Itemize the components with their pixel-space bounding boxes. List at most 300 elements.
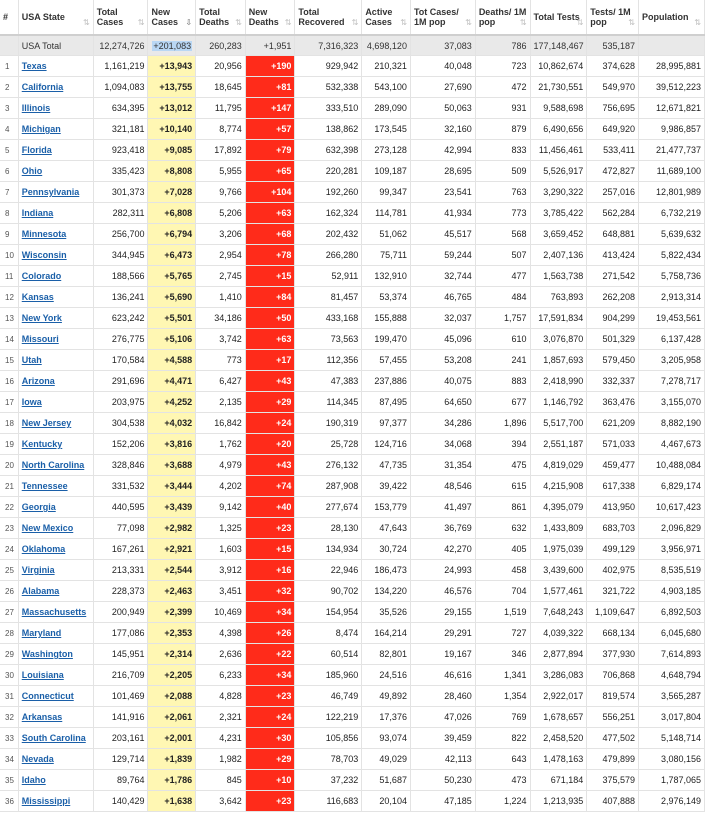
cell-population: 39,512,223 xyxy=(638,77,704,98)
table-row xyxy=(0,602,705,623)
cell-total-tests: 1,146,792 xyxy=(530,392,587,413)
total-active: 4,698,120 xyxy=(362,35,411,56)
cell-new-cases: +13,755 xyxy=(148,77,196,98)
header-total-tests[interactable]: Total Tests ⇅ xyxy=(530,0,587,35)
cell-new-cases: +5,765 xyxy=(148,266,196,287)
cell-rank: 27 xyxy=(0,602,18,623)
cell-new-cases: +4,588 xyxy=(148,350,196,371)
state-link[interactable]: Nevada xyxy=(21,754,54,764)
state-link[interactable]: Wisconsin xyxy=(21,250,67,260)
cell-total-deaths: 4,398 xyxy=(196,623,246,644)
cell-population: 28,995,881 xyxy=(638,56,704,77)
state-link[interactable]: Tennessee xyxy=(21,481,68,491)
cell-rank: 30 xyxy=(0,665,18,686)
cell-cases-per-1m: 29,155 xyxy=(410,602,475,623)
state-link[interactable]: Massachusetts xyxy=(21,607,87,617)
cell-total-tests: 5,517,700 xyxy=(530,413,587,434)
cell-cases-per-1m: 42,994 xyxy=(410,140,475,161)
cell-cases-per-1m: 19,167 xyxy=(410,644,475,665)
cell-rank: 26 xyxy=(0,581,18,602)
cell-total-tests: 4,819,029 xyxy=(530,455,587,476)
cell-total-deaths: 6,233 xyxy=(196,665,246,686)
cell-deaths-per-1m: 394 xyxy=(475,434,530,455)
cell-total-cases: 188,566 xyxy=(93,266,148,287)
cell-total-tests: 21,730,551 xyxy=(530,77,587,98)
cell-new-cases: +10,140 xyxy=(148,119,196,140)
cell-cases-per-1m: 36,769 xyxy=(410,518,475,539)
cell-active-cases: 49,029 xyxy=(362,749,411,770)
cell-rank: 7 xyxy=(0,182,18,203)
cell-cases-per-1m: 42,113 xyxy=(410,749,475,770)
cell-state xyxy=(18,791,93,812)
cell-new-cases: +2,088 xyxy=(148,686,196,707)
cell-deaths-per-1m: 473 xyxy=(475,770,530,791)
cell-new-deaths: +32 xyxy=(245,581,295,602)
sort-icon[interactable]: ⇅ xyxy=(137,18,145,27)
sort-icon[interactable]: ⇅ xyxy=(694,18,701,27)
cell-tests-per-1m: 472,827 xyxy=(587,161,639,182)
state-link[interactable]: Illinois xyxy=(21,103,51,113)
cell-population: 10,488,084 xyxy=(638,455,704,476)
cell-total-cases: 335,423 xyxy=(93,161,148,182)
cell-total-cases: 89,764 xyxy=(93,770,148,791)
cell-deaths-per-1m: 704 xyxy=(475,581,530,602)
cell-total-tests: 1,577,461 xyxy=(530,581,587,602)
cell-state xyxy=(18,434,93,455)
cell-active-cases: 186,473 xyxy=(362,560,411,581)
header-new-deaths[interactable]: New Deaths ⇅ xyxy=(245,0,295,35)
state-link[interactable]: Mississippi xyxy=(21,796,71,806)
cell-total-recovered: 929,942 xyxy=(295,56,362,77)
cell-state xyxy=(18,518,93,539)
state-link[interactable]: Maryland xyxy=(21,628,62,638)
cell-new-cases: +3,688 xyxy=(148,455,196,476)
cell-total-cases: 634,395 xyxy=(93,98,148,119)
cell-rank: 5 xyxy=(0,140,18,161)
state-link[interactable]: Arkansas xyxy=(21,712,63,722)
cell-state xyxy=(18,602,93,623)
cell-total-deaths: 17,892 xyxy=(196,140,246,161)
cell-total-deaths: 1,603 xyxy=(196,539,246,560)
cell-total-recovered: 162,324 xyxy=(295,203,362,224)
cell-total-tests: 763,893 xyxy=(530,287,587,308)
cell-rank: 18 xyxy=(0,413,18,434)
cell-population: 7,614,893 xyxy=(638,644,704,665)
cell-cases-per-1m: 40,075 xyxy=(410,371,475,392)
sort-icon[interactable]: ⇅ xyxy=(628,18,635,27)
cell-tests-per-1m: 477,502 xyxy=(587,728,639,749)
cell-total-cases: 321,181 xyxy=(93,119,148,140)
cell-state xyxy=(18,224,93,245)
cell-rank: 36 xyxy=(0,791,18,812)
cell-cases-per-1m: 32,744 xyxy=(410,266,475,287)
cell-tests-per-1m: 374,628 xyxy=(587,56,639,77)
cell-total-recovered: 333,510 xyxy=(295,98,362,119)
cell-population: 9,986,857 xyxy=(638,119,704,140)
cell-rank: 22 xyxy=(0,497,18,518)
cell-cases-per-1m: 41,934 xyxy=(410,203,475,224)
cell-deaths-per-1m: 931 xyxy=(475,98,530,119)
cell-tests-per-1m: 1,109,647 xyxy=(587,602,639,623)
state-link[interactable]: Georgia xyxy=(21,502,56,512)
cell-total-tests: 3,439,600 xyxy=(530,560,587,581)
cell-total-cases: 1,161,219 xyxy=(93,56,148,77)
cell-state xyxy=(18,770,93,791)
cell-state xyxy=(18,707,93,728)
cell-state xyxy=(18,308,93,329)
cell-rank: 13 xyxy=(0,308,18,329)
table-row xyxy=(0,140,705,161)
cell-state xyxy=(18,665,93,686)
cell-total-deaths: 3,206 xyxy=(196,224,246,245)
cell-population: 8,882,190 xyxy=(638,413,704,434)
state-link[interactable]: Pennsylvania xyxy=(21,187,80,197)
cell-total-deaths: 34,186 xyxy=(196,308,246,329)
sort-icon[interactable]: ⇅ xyxy=(284,18,292,27)
cell-population: 6,829,174 xyxy=(638,476,704,497)
table-row xyxy=(0,455,705,476)
cell-total-tests: 9,588,698 xyxy=(530,98,587,119)
cell-new-deaths: +23 xyxy=(245,686,295,707)
header-new-cases[interactable]: New Cases ⇩ xyxy=(148,0,196,35)
table-row xyxy=(0,287,705,308)
cell-new-deaths: +81 xyxy=(245,77,295,98)
cell-deaths-per-1m: 1,224 xyxy=(475,791,530,812)
cell-new-cases: +4,032 xyxy=(148,413,196,434)
cell-tests-per-1m: 413,950 xyxy=(587,497,639,518)
state-link[interactable]: Missouri xyxy=(21,334,59,344)
cell-rank: 24 xyxy=(0,539,18,560)
cell-total-deaths: 1,410 xyxy=(196,287,246,308)
cell-population: 5,639,632 xyxy=(638,224,704,245)
cell-rank: 17 xyxy=(0,392,18,413)
cell-rank: 14 xyxy=(0,329,18,350)
state-link[interactable]: Connecticut xyxy=(21,691,74,701)
cell-total-recovered: 134,934 xyxy=(295,539,362,560)
cell-cases-per-1m: 41,497 xyxy=(410,497,475,518)
cell-rank: 3 xyxy=(0,98,18,119)
cell-tests-per-1m: 321,722 xyxy=(587,581,639,602)
cell-active-cases: 173,545 xyxy=(362,119,411,140)
cell-rank: 6 xyxy=(0,161,18,182)
table-row xyxy=(0,644,705,665)
table-row xyxy=(0,245,705,266)
cell-total-recovered: 287,908 xyxy=(295,476,362,497)
cell-population: 3,155,070 xyxy=(638,392,704,413)
cell-population: 5,822,434 xyxy=(638,245,704,266)
cell-total-tests: 2,551,187 xyxy=(530,434,587,455)
cell-total-deaths: 4,202 xyxy=(196,476,246,497)
header-total-deaths[interactable]: Total Deaths ⇅ xyxy=(196,0,246,35)
cell-deaths-per-1m: 477 xyxy=(475,266,530,287)
cell-total-deaths: 2,636 xyxy=(196,644,246,665)
cell-new-deaths: +43 xyxy=(245,371,295,392)
sort-icon[interactable]: ⇅ xyxy=(400,18,407,27)
cell-rank: 20 xyxy=(0,455,18,476)
cell-new-deaths: +84 xyxy=(245,287,295,308)
cell-population: 5,758,736 xyxy=(638,266,704,287)
cell-total-recovered: 116,683 xyxy=(295,791,362,812)
cell-active-cases: 51,687 xyxy=(362,770,411,791)
state-link[interactable]: Alabama xyxy=(21,586,60,596)
cell-rank: 35 xyxy=(0,770,18,791)
cell-deaths-per-1m: 405 xyxy=(475,539,530,560)
cell-total-deaths: 3,742 xyxy=(196,329,246,350)
cell-total-recovered: 112,356 xyxy=(295,350,362,371)
cell-rank: 12 xyxy=(0,287,18,308)
sort-icon[interactable]: ⇅ xyxy=(465,18,472,27)
cell-new-deaths: +63 xyxy=(245,203,295,224)
sort-icon[interactable]: ⇅ xyxy=(83,18,90,27)
cell-active-cases: 51,062 xyxy=(362,224,411,245)
cell-cases-per-1m: 46,616 xyxy=(410,665,475,686)
cell-tests-per-1m: 571,033 xyxy=(587,434,639,455)
cell-total-deaths: 20,956 xyxy=(196,56,246,77)
cell-total-deaths: 2,135 xyxy=(196,392,246,413)
cell-new-cases: +2,205 xyxy=(148,665,196,686)
cell-new-deaths: +104 xyxy=(245,182,295,203)
header-tests-per-1m[interactable]: Tests/ 1M pop ⇅ xyxy=(587,0,639,35)
table-row xyxy=(0,77,705,98)
state-link[interactable]: New Mexico xyxy=(21,523,74,533)
cell-tests-per-1m: 257,016 xyxy=(587,182,639,203)
cell-total-tests: 11,456,461 xyxy=(530,140,587,161)
cell-total-deaths: 8,774 xyxy=(196,119,246,140)
cell-cases-per-1m: 50,063 xyxy=(410,98,475,119)
state-link[interactable]: Arizona xyxy=(21,376,55,386)
cell-total-tests: 2,458,520 xyxy=(530,728,587,749)
cell-active-cases: 109,187 xyxy=(362,161,411,182)
total-label: USA Total xyxy=(18,35,93,56)
cell-new-cases: +3,444 xyxy=(148,476,196,497)
state-link[interactable]: Iowa xyxy=(21,397,42,407)
cell-total-tests: 10,862,674 xyxy=(530,56,587,77)
cell-tests-per-1m: 756,695 xyxy=(587,98,639,119)
cell-active-cases: 82,801 xyxy=(362,644,411,665)
cell-state xyxy=(18,140,93,161)
table-row xyxy=(0,182,705,203)
cell-state xyxy=(18,56,93,77)
cell-total-deaths: 845 xyxy=(196,770,246,791)
cell-active-cases: 75,711 xyxy=(362,245,411,266)
header-cases-per-1m[interactable]: Tot Cases/ 1M pop ⇅ xyxy=(410,0,475,35)
table-row xyxy=(0,56,705,77)
cell-active-cases: 35,526 xyxy=(362,602,411,623)
table-row xyxy=(0,770,705,791)
table-row xyxy=(0,665,705,686)
state-link[interactable]: Texas xyxy=(21,61,47,71)
table-row xyxy=(0,560,705,581)
cell-total-tests: 671,184 xyxy=(530,770,587,791)
state-link[interactable]: California xyxy=(21,82,64,92)
cell-total-tests: 1,678,657 xyxy=(530,707,587,728)
cell-total-recovered: 25,728 xyxy=(295,434,362,455)
cell-total-tests: 4,215,908 xyxy=(530,476,587,497)
cell-total-recovered: 220,281 xyxy=(295,161,362,182)
state-link[interactable]: New Jersey xyxy=(21,418,72,428)
cell-population: 19,453,561 xyxy=(638,308,704,329)
table-row xyxy=(0,539,705,560)
cell-state xyxy=(18,497,93,518)
cell-active-cases: 97,377 xyxy=(362,413,411,434)
cell-population: 6,137,428 xyxy=(638,329,704,350)
cell-tests-per-1m: 499,129 xyxy=(587,539,639,560)
cell-total-recovered: 52,911 xyxy=(295,266,362,287)
cell-state xyxy=(18,623,93,644)
cell-total-tests: 6,490,656 xyxy=(530,119,587,140)
cell-cases-per-1m: 42,270 xyxy=(410,539,475,560)
cell-deaths-per-1m: 632 xyxy=(475,518,530,539)
cell-total-deaths: 1,325 xyxy=(196,518,246,539)
cell-tests-per-1m: 683,703 xyxy=(587,518,639,539)
cell-new-cases: +6,473 xyxy=(148,245,196,266)
cell-active-cases: 47,643 xyxy=(362,518,411,539)
header-deaths-per-1m[interactable]: Deaths/ 1M pop ⇅ xyxy=(475,0,530,35)
cell-cases-per-1m: 40,048 xyxy=(410,56,475,77)
cell-state xyxy=(18,539,93,560)
state-link[interactable]: Idaho xyxy=(21,775,46,785)
table-row xyxy=(0,203,705,224)
sort-icon[interactable]: ⇅ xyxy=(576,18,584,27)
cell-total-deaths: 4,979 xyxy=(196,455,246,476)
cell-total-tests: 4,395,079 xyxy=(530,497,587,518)
cell-total-recovered: 81,457 xyxy=(295,287,362,308)
state-link[interactable]: Kentucky xyxy=(21,439,63,449)
cell-total-recovered: 8,474 xyxy=(295,623,362,644)
table-row xyxy=(0,119,705,140)
cell-cases-per-1m: 34,286 xyxy=(410,413,475,434)
cell-total-tests: 2,407,136 xyxy=(530,245,587,266)
cell-active-cases: 134,220 xyxy=(362,581,411,602)
sort-icon[interactable]: ⇅ xyxy=(351,18,359,27)
cell-deaths-per-1m: 509 xyxy=(475,161,530,182)
cell-population: 6,045,680 xyxy=(638,623,704,644)
total-tests-per-1m: 535,187 xyxy=(587,35,639,56)
state-link[interactable]: North Carolina xyxy=(21,460,85,470)
state-link[interactable]: South Carolina xyxy=(21,733,86,743)
cell-total-tests: 1,857,693 xyxy=(530,350,587,371)
cell-total-cases: 1,094,083 xyxy=(93,77,148,98)
state-link[interactable]: Ohio xyxy=(21,166,43,176)
cell-population: 12,801,989 xyxy=(638,182,704,203)
cell-cases-per-1m: 46,576 xyxy=(410,581,475,602)
cell-new-cases: +13,943 xyxy=(148,56,196,77)
cell-new-deaths: +57 xyxy=(245,119,295,140)
cell-new-deaths: +30 xyxy=(245,728,295,749)
cell-new-deaths: +34 xyxy=(245,602,295,623)
cell-tests-per-1m: 819,574 xyxy=(587,686,639,707)
cell-new-deaths: +16 xyxy=(245,560,295,581)
state-link[interactable]: Colorado xyxy=(21,271,62,281)
cell-cases-per-1m: 59,244 xyxy=(410,245,475,266)
header-total-cases[interactable]: Total Cases ⇅ xyxy=(93,0,148,35)
cell-total-recovered: 266,280 xyxy=(295,245,362,266)
sort-desc-icon[interactable]: ⇩ xyxy=(185,18,193,27)
header-state[interactable]: USA State ⇅ xyxy=(18,0,93,35)
state-link[interactable]: Utah xyxy=(21,355,42,365)
sort-icon[interactable]: ⇅ xyxy=(519,18,527,27)
table-row xyxy=(0,518,705,539)
state-link[interactable]: Minnesota xyxy=(21,229,67,239)
cell-total-tests: 7,648,243 xyxy=(530,602,587,623)
cell-total-cases: 344,945 xyxy=(93,245,148,266)
total-deaths: 260,283 xyxy=(196,35,246,56)
total-new-deaths: +1,951 xyxy=(245,35,295,56)
cell-new-cases: +2,314 xyxy=(148,644,196,665)
cell-rank: 1 xyxy=(0,56,18,77)
cell-rank: 34 xyxy=(0,749,18,770)
cell-rank: 29 xyxy=(0,644,18,665)
cell-new-deaths: +24 xyxy=(245,707,295,728)
cell-population: 3,080,156 xyxy=(638,749,704,770)
cell-total-deaths: 10,469 xyxy=(196,602,246,623)
state-link[interactable]: Oklahoma xyxy=(21,544,66,554)
total-deaths-per-1m: 786 xyxy=(475,35,530,56)
state-link[interactable]: Michigan xyxy=(21,124,61,134)
table-row xyxy=(0,623,705,644)
cell-deaths-per-1m: 1,757 xyxy=(475,308,530,329)
cell-new-deaths: +43 xyxy=(245,455,295,476)
cell-total-cases: 129,714 xyxy=(93,749,148,770)
cell-tests-per-1m: 556,251 xyxy=(587,707,639,728)
state-link[interactable]: Florida xyxy=(21,145,52,155)
cell-state xyxy=(18,287,93,308)
state-link[interactable]: Louisiana xyxy=(21,670,64,680)
sort-icon[interactable]: ⇅ xyxy=(235,18,242,27)
cell-total-cases: 440,595 xyxy=(93,497,148,518)
cell-deaths-per-1m: 833 xyxy=(475,140,530,161)
cell-tests-per-1m: 649,920 xyxy=(587,119,639,140)
cell-total-deaths: 6,427 xyxy=(196,371,246,392)
header-population[interactable]: Population ⇅ xyxy=(638,0,704,35)
state-link[interactable]: New York xyxy=(21,313,62,323)
cell-rank: 9 xyxy=(0,224,18,245)
cell-cases-per-1m: 45,517 xyxy=(410,224,475,245)
cell-new-deaths: +15 xyxy=(245,539,295,560)
state-link[interactable]: Indiana xyxy=(21,208,54,218)
state-link[interactable]: Virginia xyxy=(21,565,55,575)
state-link[interactable]: Kansas xyxy=(21,292,54,302)
cell-total-deaths: 4,828 xyxy=(196,686,246,707)
total-cases: 12,274,726 xyxy=(93,35,148,56)
cell-active-cases: 210,321 xyxy=(362,56,411,77)
cell-cases-per-1m: 64,650 xyxy=(410,392,475,413)
cell-total-deaths: 3,451 xyxy=(196,581,246,602)
cell-total-recovered: 28,130 xyxy=(295,518,362,539)
cell-active-cases: 30,724 xyxy=(362,539,411,560)
cell-state xyxy=(18,119,93,140)
cell-total-cases: 623,242 xyxy=(93,308,148,329)
header-total-recovered[interactable]: Total Recovered ⇅ xyxy=(295,0,362,35)
cell-new-deaths: +50 xyxy=(245,308,295,329)
cell-active-cases: 99,347 xyxy=(362,182,411,203)
cell-new-cases: +2,001 xyxy=(148,728,196,749)
cell-total-tests: 1,478,163 xyxy=(530,749,587,770)
header-active-cases[interactable]: Active Cases ⇅ xyxy=(362,0,411,35)
cell-rank: 16 xyxy=(0,371,18,392)
cell-population: 3,565,287 xyxy=(638,686,704,707)
cell-total-cases: 167,261 xyxy=(93,539,148,560)
state-link[interactable]: Washington xyxy=(21,649,73,659)
cell-total-recovered: 433,168 xyxy=(295,308,362,329)
cell-total-deaths: 1,982 xyxy=(196,749,246,770)
cell-total-deaths: 2,745 xyxy=(196,266,246,287)
cell-new-cases: +2,921 xyxy=(148,539,196,560)
cell-tests-per-1m: 668,134 xyxy=(587,623,639,644)
cell-total-cases: 152,206 xyxy=(93,434,148,455)
cell-total-deaths: 2,954 xyxy=(196,245,246,266)
cell-deaths-per-1m: 822 xyxy=(475,728,530,749)
